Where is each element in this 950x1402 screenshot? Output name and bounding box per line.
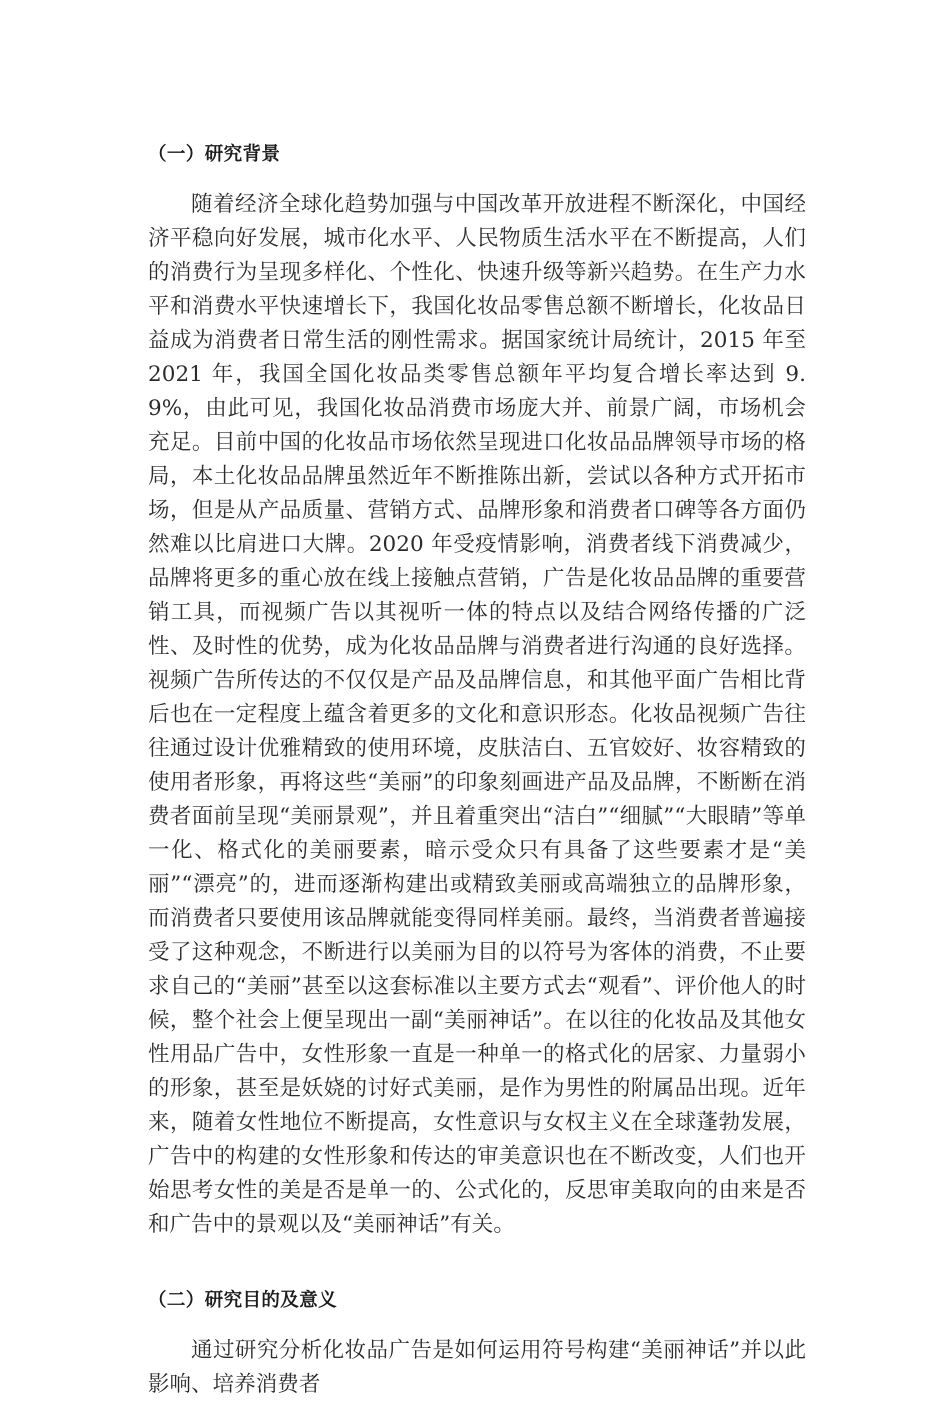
- heading-spacer: [148, 1316, 806, 1334]
- section-spacer: [148, 1242, 806, 1286]
- paragraph-research-purpose-and-significance: 通过研究分析化妆品广告是如何运用符号构建“美丽神话”并以此影响、培养消费者: [148, 1338, 806, 1397]
- section-heading-research-purpose-and-significance: （二）研究目的及意义: [148, 1290, 338, 1311]
- heading-spacer: [148, 170, 806, 188]
- section-heading-research-background: （一）研究背景: [148, 144, 281, 165]
- paragraph-research-background: 随着经济全球化趋势加强与中国改革开放进程不断深化，中国经济平稳向好发展，城市化水平、人民物质生活水平在不断提高，人们的消费行为呈现多样化、个性化、快速升级等新兴趋势。在生产力水平和消费水平快速增长下，我国化妆品零售总额不断增长，化妆品日益成为消费者日常生活的刚性需求。据国家统计局统计，2015 年至 2021 年，我国全国化妆品类零售总额年平均复合增长率达到 9.9%，由此可见，我国化妆品消费市场庞大并、前景广阔，市场机会充足。目前中国的化妆品市场依然呈现进口化妆品品牌领导市场的格局，本土化妆品品牌虽然近年不断推陈出新，尝试以各种方式开拓市场，但是从产品质量、营销方式、品牌形象和消费者口碑等各方面仍然难以比肩进口大牌。2020 年受疫情影响，消费者线下消费减少，品牌将更多的重心放在线上接触点营销，广告是化妆品品牌的重要营销工具，而视频广告以其视听一体的特点以及结合网络传播的广泛性、及时性的优势，成为化妆品品牌与消费者进行沟通的良好选择。视频广告所传达的不仅仅是产品及品牌信息，和其他平面广告相比背后也在一定程度上蕴含着更多的文化和意识形态。化妆品视频广告往往通过设计优雅精致的使用环境，皮肤洁白、五官姣好、妆容精致的使用者形象，再将这些“美丽”的印象刻画进产品及品牌，不断断在消费者面前呈现“美丽景观”，并且着重突出“洁白”“细腻”“大眼睛”等单一化、格式化的美丽要素，暗示受众只有具备了这些要素才是“美丽”“漂亮”的，进而逐渐构建出或精致美丽或高端独立的品牌形象，而消费者只要使用该品牌就能变得同样美丽。最终，当消费者普遍接受了这种观念，不断进行以美丽为目的以符号为客体的消费，不止要求自己的“美丽”甚至以这套标准以主要方式去“观看”、评价他人的时候，整个社会上便呈现出一副“美丽神话”。在以往的化妆品及其他女性用品广告中，女性形象一直是一种单一的格式化的居家、力量弱小的形象，甚至是妖娆的讨好式美丽，是作为男性的附属品出现。近年来，随着女性地位不断提高，女性意识与女权主义在全球蓬勃发展，广告中的构建的女性形象和传达的审美意识也在不断改变，人们也开始思考女性的美是否是单一的、公式化的，反思审美取向的由来是否和广告中的景观以及“美丽神话”有关。: [148, 192, 806, 1237]
- page-content-column: [148, 140, 806, 1402]
